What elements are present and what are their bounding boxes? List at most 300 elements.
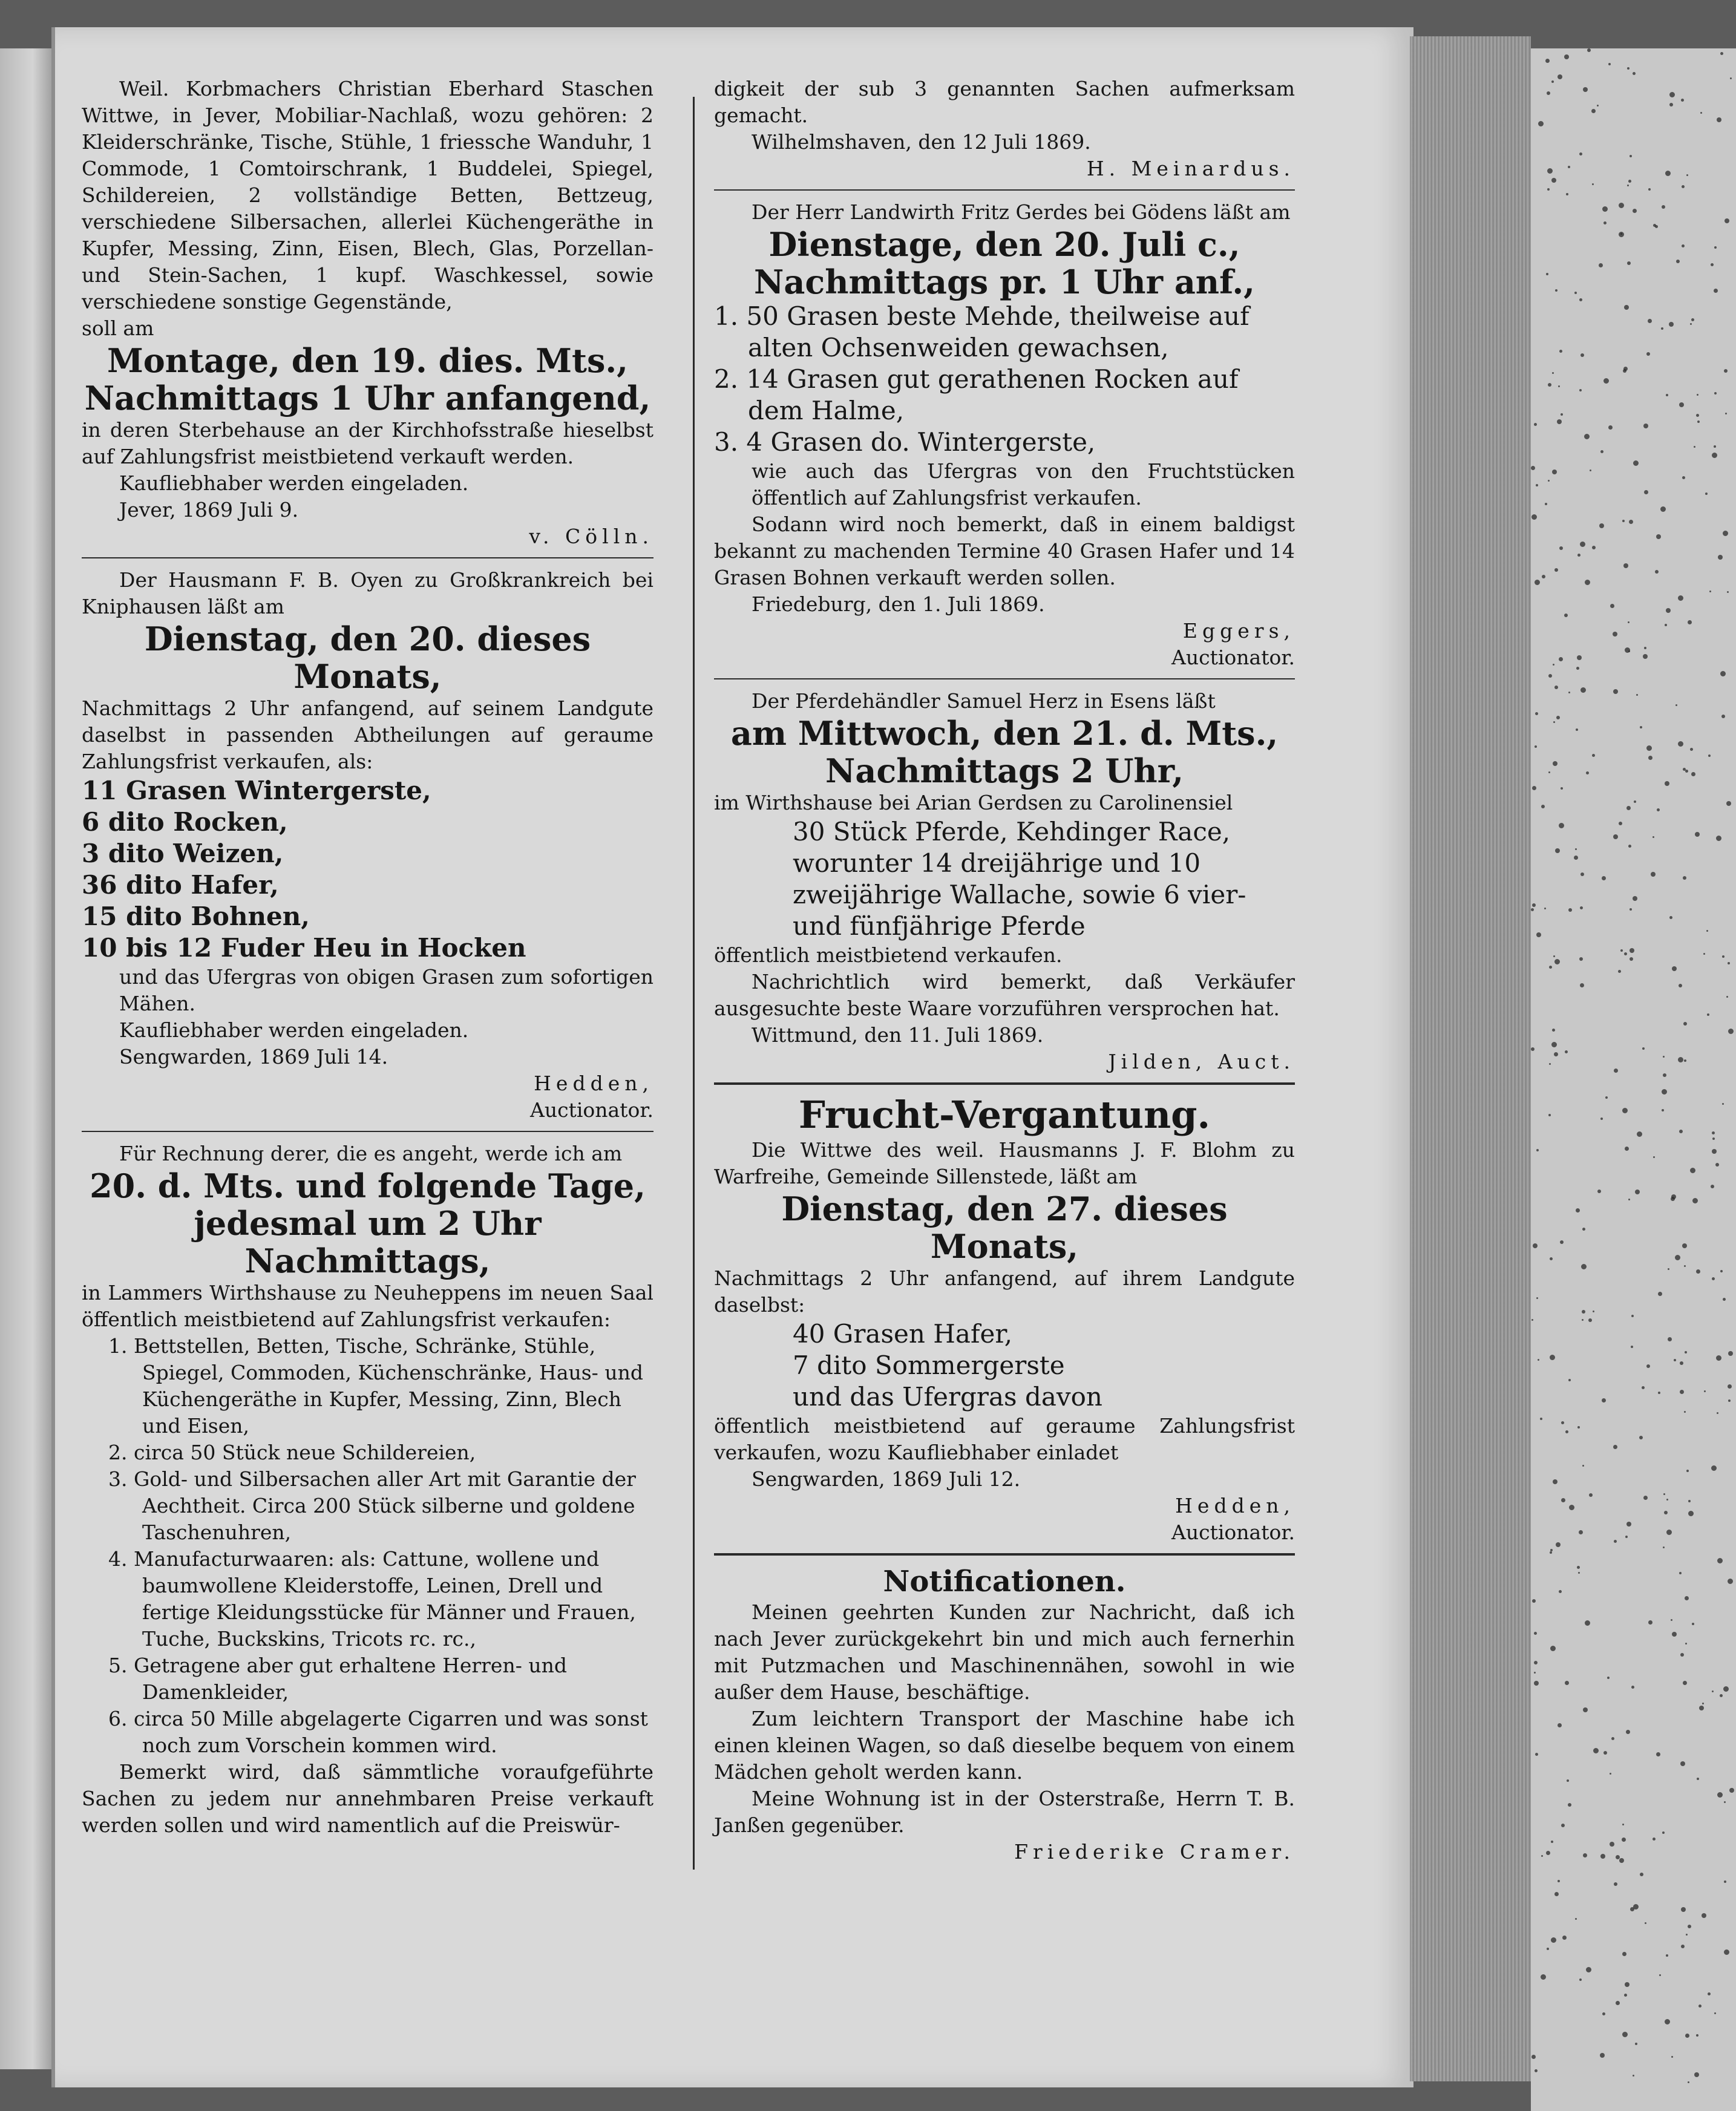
cover-speck [1622, 1108, 1628, 1113]
cover-speck [1631, 1315, 1634, 1317]
cover-speck [1546, 273, 1548, 275]
ad-body: in deren Sterbehause an der Kirchhofsstraße hieselbst auf Zahlungsfrist meistbietend verkauft werden. [82, 418, 653, 468]
ad-offer: 30 Stück Pferde, Kehdinger Race, worunter 14 dreijährige und 10 zweijährige Wallache, sowie 6 vier- und fünfjährige Pferde [793, 817, 1246, 941]
cover-speck [1610, 1773, 1611, 1775]
cover-speck [1575, 848, 1577, 850]
cover-speck [1568, 166, 1570, 168]
cover-speck [1714, 2012, 1716, 2014]
cover-speck [1600, 1854, 1605, 1859]
cover-speck [1585, 1620, 1590, 1626]
cover-speck [1614, 1540, 1617, 1543]
cover-speck [1603, 1751, 1607, 1755]
cover-speck [1549, 966, 1552, 969]
cover-speck [1619, 1858, 1624, 1863]
cover-speck [1557, 74, 1562, 79]
ad-gerdes-sale [714, 199, 1295, 671]
cover-speck [1582, 1319, 1584, 1321]
cover-speck [1682, 1243, 1687, 1248]
cover-speck [1552, 1029, 1555, 1032]
cover-speck [1592, 754, 1595, 757]
cover-speck [1534, 1672, 1536, 1674]
cover-speck [1565, 1430, 1568, 1433]
separator-rule [714, 1082, 1295, 1085]
cover-speck [1579, 957, 1583, 961]
cover-speck [1711, 1465, 1717, 1471]
cover-speck [1696, 2034, 1698, 2037]
ad-place-date: Sengwarden, 1869 Juli 12. [752, 1467, 1021, 1491]
cover-speck [1724, 369, 1728, 373]
cover-speck [1554, 686, 1558, 689]
cover-speck [1548, 771, 1550, 773]
previous-page-edge [0, 48, 54, 2069]
cover-speck [1619, 822, 1622, 825]
cover-speck [1728, 962, 1730, 964]
cover-speck [1678, 741, 1683, 747]
cover-speck [1672, 1632, 1677, 1637]
cover-speck [1599, 263, 1603, 267]
ad-after-items: und das Ufergras von obigen Grasen zum sofortigen Mähen. [119, 965, 653, 1015]
cover-speck [1536, 932, 1541, 937]
cover-speck [1699, 1706, 1704, 1710]
cover-speck [1619, 232, 1624, 237]
ad-continuation: digkeit der sub 3 genannten Sachen aufmerksam gemacht. [714, 77, 1295, 127]
cover-speck [1666, 608, 1671, 613]
cover-speck [1552, 470, 1557, 474]
cover-speck [1550, 1355, 1555, 1360]
cover-speck [1644, 647, 1646, 649]
cover-speck [1540, 1418, 1542, 1420]
ad-after-items: öffentlich meistbietend auf geraume Zahlungsfrist verkaufen, wozu Kaufliebhaber einladet [714, 1414, 1295, 1464]
cover-speck [1614, 1882, 1617, 1886]
cover-speck [1728, 1579, 1733, 1584]
cover-speck [1605, 1096, 1608, 1099]
cover-speck [1723, 1686, 1729, 1692]
cover-speck [1651, 872, 1656, 877]
cover-speck [1714, 289, 1718, 293]
cover-speck [1535, 1753, 1538, 1756]
cover-speck [1557, 419, 1562, 424]
ad-closing: Bemerkt wird, daß sämmtliche voraufgeführte Sachen zu jedem nur annehmbaren Preise verkauft werden sollen und wird namentlich auf die Preiswür- [82, 1760, 653, 1837]
ad-signature: Hedden, [534, 1072, 653, 1095]
cover-speck [1627, 185, 1629, 186]
ad-item: 7 dito Sommergerste [793, 1350, 1065, 1380]
cover-speck [1597, 1190, 1601, 1193]
ad-signature: H. Meinardus. [1086, 157, 1295, 180]
cover-speck [1666, 394, 1668, 396]
ad-item: 10 bis 12 Fuder Heu in Hocken [82, 933, 526, 963]
book-cover [1531, 48, 1736, 2111]
cover-speck [1685, 1596, 1689, 1600]
cover-speck [1553, 664, 1554, 666]
cover-speck [1624, 305, 1629, 310]
ad-item: 1. Bettstellen, Betten, Tische, Schränke, Stühle, Spiegel, Commoden, Küchenschränke, Haus- und Küchengeräthe in Kupfer, Messing, Zinn, Blech und Eisen, [108, 1334, 643, 1438]
cover-speck [1706, 930, 1708, 932]
notice-paragraph: Meinen geehrten Kunden zur Nachricht, daß ich nach Jever zurückgekehrt bin und mich auch fernerhin mit Putzmachen und Maschinennähen, sowohl in wie außer dem Hause, beschäftige. [714, 1600, 1295, 1704]
cover-speck [1683, 1681, 1687, 1685]
cover-speck [1696, 414, 1699, 417]
cover-speck [1704, 1390, 1706, 1392]
cover-speck [1625, 1536, 1628, 1538]
cover-speck [1567, 1779, 1569, 1782]
notice-signature: Friederike Cramer. [1014, 1840, 1295, 1864]
cover-speck [1566, 193, 1568, 195]
cover-speck [1556, 1542, 1561, 1547]
cover-speck [1628, 1199, 1630, 1200]
cover-speck [1577, 1566, 1580, 1569]
cover-speck [1544, 908, 1546, 909]
cover-speck [1679, 402, 1684, 407]
cover-speck [1681, 99, 1684, 102]
cover-speck [1640, 1873, 1643, 1876]
cover-speck [1555, 848, 1560, 853]
cover-speck [1702, 1703, 1704, 1704]
cover-speck [1680, 1653, 1684, 1657]
cover-speck [1653, 1156, 1655, 1158]
ad-signature: Eggers, [1182, 619, 1295, 643]
cover-speck [1694, 2072, 1699, 2077]
cover-speck [1630, 155, 1632, 157]
cover-speck [1681, 1945, 1685, 1948]
cover-speck [1557, 1880, 1560, 1882]
cover-speck [1697, 394, 1698, 396]
cover-speck [1708, 1992, 1711, 1995]
cover-speck [1720, 1270, 1723, 1272]
cover-speck [1656, 1752, 1660, 1756]
cover-speck [1628, 180, 1631, 183]
cover-speck [1669, 103, 1673, 106]
cover-speck [1678, 1057, 1683, 1062]
cover-speck [1534, 423, 1537, 426]
cover-speck [1725, 218, 1729, 223]
notice-paragraph: Zum leichtern Transport der Maschine habe ich einen kleinen Wagen, so daß dieselbe bequem von einem Mädchen geholt werden kann. [714, 1707, 1295, 1784]
cover-speck [1723, 1298, 1726, 1301]
cover-speck [1625, 1982, 1630, 1987]
cover-speck [1531, 466, 1535, 470]
ad-date-heading: Montage, den 19. dies. Mts., [107, 341, 628, 380]
cover-speck [1717, 1412, 1718, 1414]
cover-speck [1712, 453, 1717, 458]
cover-speck [1725, 413, 1727, 414]
cover-speck [1718, 555, 1723, 560]
cover-speck [1726, 801, 1731, 806]
cover-speck [1534, 1632, 1537, 1635]
cover-speck [1661, 327, 1663, 330]
cover-speck [1690, 323, 1692, 325]
cover-speck [1666, 1954, 1668, 1957]
cover-speck [1592, 183, 1594, 185]
cover-speck [1707, 1013, 1709, 1016]
ad-meinardus-continued [714, 76, 1295, 182]
cover-speck [1592, 546, 1596, 549]
separator-rule [714, 1553, 1295, 1556]
cover-speck [1671, 1197, 1675, 1201]
cover-speck [1614, 1069, 1618, 1073]
cover-speck [1729, 1788, 1734, 1793]
cover-speck [1590, 470, 1591, 471]
cover-speck [1603, 378, 1609, 384]
cover-speck [1664, 1511, 1668, 1514]
cover-speck [1631, 1346, 1633, 1348]
cover-speck [1629, 520, 1633, 524]
cover-speck [1553, 1479, 1557, 1484]
cover-speck [1579, 152, 1582, 155]
cover-speck [1683, 768, 1686, 771]
ad-after-items: wie auch das Ufergras von den Fruchtstücken öffentlich auf Zahlungsfrist verkaufen. [752, 459, 1295, 509]
cover-speck [1564, 54, 1569, 59]
cover-speck [1625, 1147, 1629, 1151]
cover-speck [1576, 1208, 1580, 1213]
cover-speck [1558, 385, 1560, 387]
cover-speck [1551, 178, 1556, 183]
cover-speck [1623, 367, 1628, 371]
cover-speck [1582, 1228, 1585, 1231]
cover-speck [1712, 1277, 1715, 1280]
cover-speck [1680, 1761, 1685, 1766]
cover-speck [1622, 2032, 1628, 2037]
cover-speck [1560, 1240, 1564, 1244]
cover-speck [1728, 1351, 1733, 1356]
cover-speck [1627, 67, 1630, 70]
cover-speck [1716, 1355, 1721, 1361]
cover-speck [1685, 1643, 1687, 1645]
cover-speck [1656, 534, 1661, 539]
cover-speck [1633, 896, 1637, 901]
cover-speck [1541, 805, 1545, 808]
cover-speck [1682, 185, 1685, 188]
cover-speck [1568, 692, 1570, 693]
cover-speck [1720, 1694, 1723, 1697]
cover-speck [1716, 836, 1721, 841]
cover-speck [1556, 716, 1560, 719]
cover-speck [1561, 1824, 1565, 1827]
cover-speck [1582, 1310, 1585, 1314]
cover-speck [1728, 1399, 1731, 1402]
cover-speck [1585, 580, 1590, 585]
cover-speck [1608, 63, 1611, 65]
ad-time-heading: Nachmittags 2 Uhr, [825, 751, 1184, 790]
cover-speck [1616, 1855, 1620, 1859]
ad-signature-title: Auctionator. [530, 1098, 653, 1122]
cover-speck [1583, 87, 1588, 92]
cover-speck [1554, 1052, 1558, 1056]
cover-speck [1715, 1163, 1719, 1167]
cover-speck [1531, 1319, 1533, 1321]
cover-speck [1623, 563, 1628, 568]
cover-speck [1587, 48, 1591, 52]
ad-signature: Hedden, [1175, 1494, 1295, 1517]
cover-speck [1630, 948, 1634, 953]
cover-speck [1700, 112, 1702, 114]
ad-item: 36 dito Hafer, [82, 870, 279, 900]
cover-speck [1652, 1838, 1656, 1841]
cover-speck [1648, 1620, 1652, 1625]
cover-speck [1569, 1505, 1574, 1510]
cover-speck [1559, 350, 1562, 353]
cover-speck [1657, 808, 1660, 811]
cover-speck [1600, 1118, 1603, 1120]
cover-speck [1619, 203, 1624, 208]
cover-speck [1646, 745, 1652, 751]
cover-speck [1581, 1264, 1587, 1269]
cover-speck [1688, 1500, 1691, 1502]
cover-speck [1608, 425, 1613, 430]
ad-intro: Der Pferdehändler Samuel Herz in Esens läßt [752, 689, 1216, 713]
cover-speck [1695, 832, 1700, 837]
cover-speck [1588, 1318, 1592, 1322]
cover-speck [1536, 1297, 1538, 1299]
ad-place-date: Jever, 1869 Juli 9. [119, 498, 299, 522]
ad-signature: Jilden, Auct. [1108, 1050, 1295, 1073]
ad-note: Nachrichtlich wird bemerkt, daß Verkäufer ausgesuchte beste Waare vorzuführen versprochen hat. [714, 970, 1295, 1020]
cover-speck [1628, 650, 1630, 652]
cover-speck [1717, 117, 1721, 122]
cover-speck [1593, 1311, 1594, 1312]
cover-speck [1678, 595, 1683, 601]
ad-location: im Wirthshause bei Arian Gerdsen zu Carolinensiel [714, 791, 1233, 814]
ad-place-date: Sengwarden, 1869 Juli 14. [119, 1045, 388, 1069]
cover-speck [1547, 1948, 1549, 1950]
ad-body: öffentlich meistbietend verkaufen. [714, 943, 1063, 967]
separator-rule [714, 189, 1295, 191]
ad-item: 5. Getragene aber gut erhaltene Herren- und Damenkleider, [108, 1654, 567, 1704]
cover-speck [1568, 908, 1572, 912]
ad-invite: Kaufliebhaber werden eingeladen. [119, 1018, 469, 1042]
cover-speck [1691, 772, 1695, 776]
cover-speck [1642, 1047, 1645, 1050]
cover-speck [1688, 1925, 1691, 1928]
cover-speck [1622, 1824, 1624, 1825]
cover-speck [1663, 1546, 1665, 1548]
cover-speck [1624, 952, 1627, 955]
cover-speck [1724, 1949, 1729, 1955]
ad-item: 15 dito Bohnen, [82, 902, 310, 931]
cover-speck [1602, 876, 1606, 880]
cover-speck [1550, 1551, 1552, 1554]
cover-speck [1599, 523, 1604, 528]
cover-speck [1580, 687, 1586, 693]
cover-speck [1574, 292, 1577, 294]
cover-speck [1577, 655, 1582, 660]
cover-speck [1665, 624, 1667, 626]
cover-speck [1679, 1130, 1683, 1133]
cover-speck [1580, 353, 1584, 357]
cover-speck [1652, 836, 1654, 838]
cover-speck [1648, 319, 1652, 323]
cover-speck [1672, 966, 1677, 971]
ad-place-date: Friedeburg, den 1. Juli 1869. [752, 592, 1045, 616]
ad-invite: Kaufliebhaber werden eingeladen. [119, 471, 469, 495]
cover-speck [1580, 872, 1584, 876]
cover-speck [1634, 800, 1636, 803]
cover-speck [1575, 1918, 1577, 1920]
cover-speck [1712, 1131, 1715, 1134]
cover-speck [1631, 1686, 1634, 1689]
cover-speck [1610, 604, 1614, 608]
ad-date-heading: Dienstag, den 20. dieses Monats, [144, 620, 591, 696]
cover-speck [1683, 876, 1686, 880]
cover-speck [1576, 728, 1578, 731]
ad-neuheppens-auction [82, 1141, 653, 1839]
ad-time-heading: Nachmittags pr. 1 Uhr anf., [754, 263, 1255, 301]
cover-speck [1666, 1530, 1672, 1535]
cover-speck [1712, 1137, 1715, 1140]
cover-speck [1559, 823, 1564, 828]
cover-speck [1684, 1265, 1686, 1267]
cover-speck [1720, 52, 1723, 55]
cover-speck [1626, 806, 1631, 810]
cover-speck [1628, 621, 1630, 623]
cover-speck [1532, 1599, 1536, 1603]
cover-speck [1561, 1421, 1564, 1424]
cover-speck [1668, 1268, 1669, 1270]
cover-speck [1568, 1803, 1571, 1807]
cover-speck [1662, 205, 1665, 209]
cover-speck [1717, 1792, 1723, 1798]
cover-speck [1536, 1149, 1539, 1151]
cover-speck [1643, 424, 1648, 428]
ad-item: 6 dito Rocken, [82, 807, 288, 837]
cover-speck [1630, 908, 1632, 911]
cover-speck [1669, 916, 1672, 919]
cover-speck [1553, 955, 1555, 957]
ad-soll-am: soll am [82, 316, 154, 340]
cover-speck [1547, 188, 1550, 191]
cover-speck [1728, 1384, 1732, 1389]
cover-speck [1696, 1269, 1700, 1274]
cover-speck [1593, 1748, 1599, 1753]
cover-speck [1535, 712, 1538, 715]
ad-intro: Für Rechnung derer, die es angeht, werde ich am [119, 1142, 623, 1165]
cover-speck [1640, 726, 1642, 728]
cover-speck [1600, 2053, 1605, 2058]
cover-speck [1628, 845, 1631, 848]
cover-speck [1600, 450, 1603, 453]
cover-speck [1586, 771, 1589, 774]
cover-speck [1697, 1778, 1699, 1780]
cover-speck [1692, 1198, 1698, 1203]
cover-speck [1675, 1255, 1680, 1260]
cover-speck [1553, 761, 1557, 766]
column-divider [693, 97, 695, 1870]
cover-speck [1624, 1994, 1627, 1997]
cover-speck [1635, 1190, 1640, 1194]
cover-speck [1607, 1677, 1610, 1679]
ad-place-date: Wilhelmshaven, den 12 Juli 1869. [752, 130, 1091, 154]
ad-date-heading: Dienstage, den 20. Juli c., [768, 225, 1240, 264]
cover-speck [1633, 1904, 1639, 1910]
cover-speck [1579, 298, 1582, 301]
cover-speck [1531, 2055, 1536, 2059]
cover-speck [1671, 2056, 1673, 2058]
cover-speck [1676, 260, 1680, 263]
cover-speck [1583, 1707, 1588, 1712]
cover-speck [1541, 1855, 1543, 1857]
ad-note: Sodann wird noch bemerkt, daß in einem baldigst bekannt zu machenden Termine 40 Grasen Hafer und 14 Grasen Bohnen verkauft werden sollen. [714, 512, 1295, 589]
book-page-edges [1410, 36, 1531, 2081]
cover-speck [1658, 1392, 1660, 1394]
cover-speck [1561, 413, 1563, 416]
cover-speck [1626, 1730, 1630, 1734]
cover-speck [1602, 1398, 1606, 1402]
cover-speck [1688, 2081, 1689, 2083]
cover-speck [1702, 1913, 1706, 1918]
cover-speck [1548, 1114, 1551, 1116]
cover-speck [1714, 246, 1717, 249]
cover-speck [1531, 908, 1534, 911]
cover-speck [1561, 787, 1563, 790]
cover-speck [1555, 289, 1557, 292]
cover-speck [1536, 484, 1538, 486]
